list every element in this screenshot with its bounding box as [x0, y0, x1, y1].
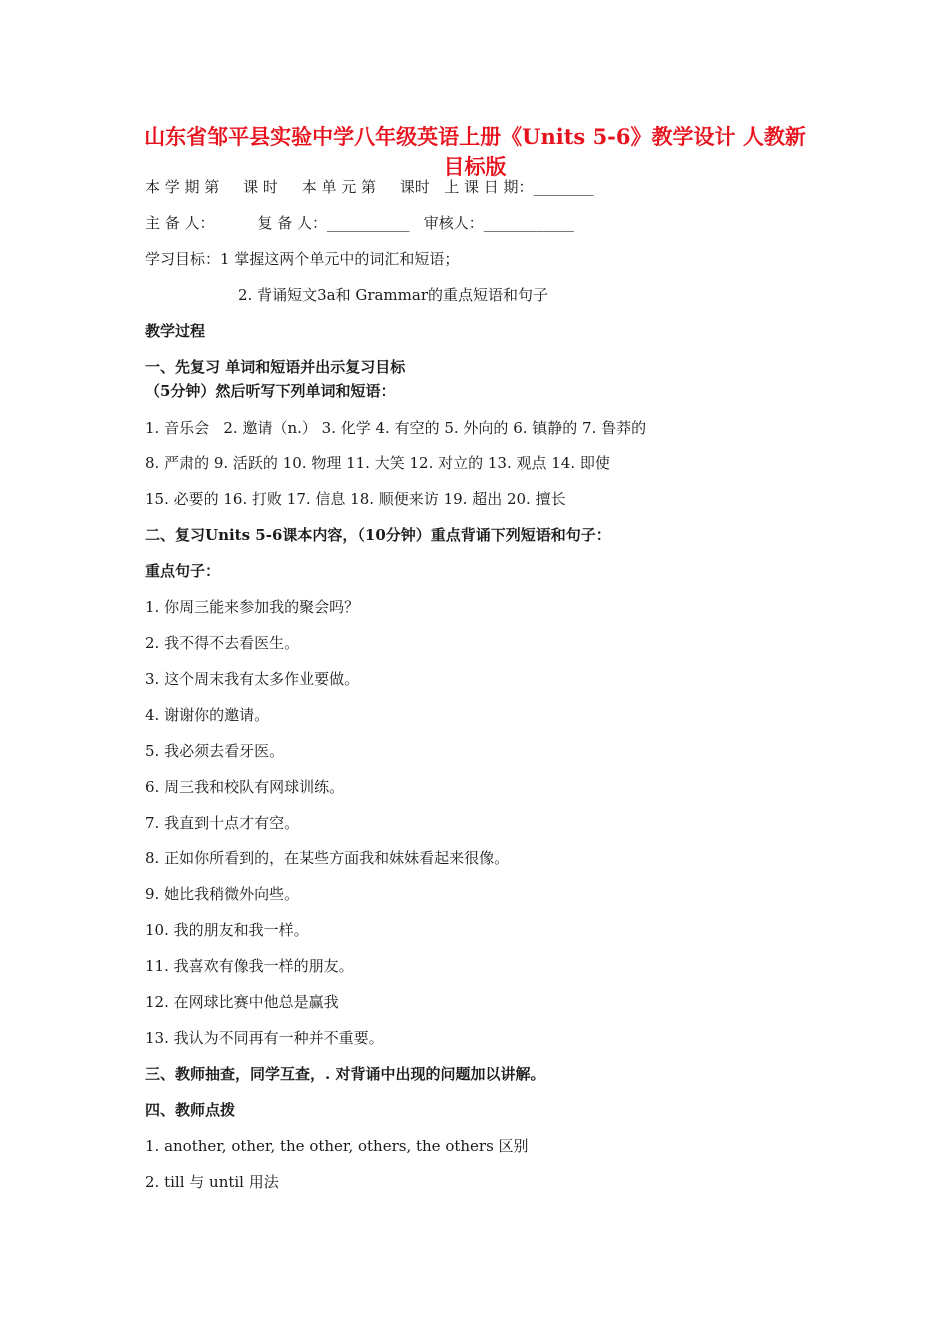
sentence-item: 2. 我不得不去看医生。	[145, 634, 300, 652]
schedule-line: 本 学 期 第 课 时 本 单 元 第 课时 上 课 日 期：________	[145, 178, 594, 196]
sentence-item: 7. 我直到十点才有空。	[145, 814, 300, 832]
sentence-item: 11. 我喜欢有像我一样的朋友。	[145, 957, 354, 975]
teaching-point: 2. till 与 until 用法	[145, 1173, 279, 1191]
sentence-item: 9. 她比我稍微外向些。	[145, 885, 300, 903]
sentence-item: 13. 我认为不同再有一种并不重要。	[145, 1029, 384, 1047]
document-title: 山东省邹平县实验中学八年级英语上册《Units 5-6》教学设计 人教新目标版	[144, 124, 806, 179]
sentence-item: 3. 这个周末我有太多作业要做。	[145, 670, 360, 688]
teaching-point: 1. another, other, the other, others, the others 区别	[145, 1137, 529, 1155]
word-list-line: 8. 严肃的 9. 活跃的 10. 物理 11. 大笑 12. 对立的 13. 观点 14. 即使	[145, 454, 610, 472]
section1-subheading: （5分钟）然后听写下列单词和短语：	[145, 382, 396, 400]
process-heading: 教学过程	[145, 322, 206, 340]
sentence-item: 6. 周三我和校队有网球训练。	[145, 778, 345, 796]
section4-heading: 四、教师点拨	[145, 1101, 236, 1119]
sentence-item: 5. 我必须去看牙医。	[145, 742, 285, 760]
objective-line-1: 学习目标：1 掌握这两个单元中的词汇和短语；	[145, 250, 460, 268]
section2-heading: 二、复习Units 5-6课本内容，（10分钟）重点背诵下列短语和句子：	[145, 526, 611, 544]
word-list-line: 1. 音乐会 2. 邀请（n.） 3. 化学 4. 有空的 5. 外向的 6. 镇静的 7. 鲁莽的	[145, 419, 647, 437]
staff-line: 主 备 人： 复 备 人：___________ 审核人：____________	[145, 214, 574, 232]
objective-line-2: 2. 背诵短文3a和 Grammar的重点短语和句子	[238, 286, 548, 304]
word-list-line: 15. 必要的 16. 打败 17. 信息 18. 顺便来访 19. 超出 20. 擅长	[145, 490, 566, 508]
sentence-item: 8. 正如你所看到的，在某些方面我和妹妹看起来很像。	[145, 849, 510, 867]
section2-subheading: 重点句子：	[145, 562, 221, 580]
sentence-item: 4. 谢谢你的邀请。	[145, 706, 270, 724]
sentence-item: 10. 我的朋友和我一样。	[145, 921, 309, 939]
section3-heading: 三、教师抽查，同学互查，. 对背诵中出现的问题加以讲解。	[145, 1065, 546, 1083]
section1-heading: 一、先复习 单词和短语并出示复习目标	[145, 358, 406, 376]
sentence-item: 1. 你周三能来参加我的聚会吗？	[145, 598, 360, 616]
sentence-item: 12. 在网球比赛中他总是赢我	[145, 993, 339, 1011]
